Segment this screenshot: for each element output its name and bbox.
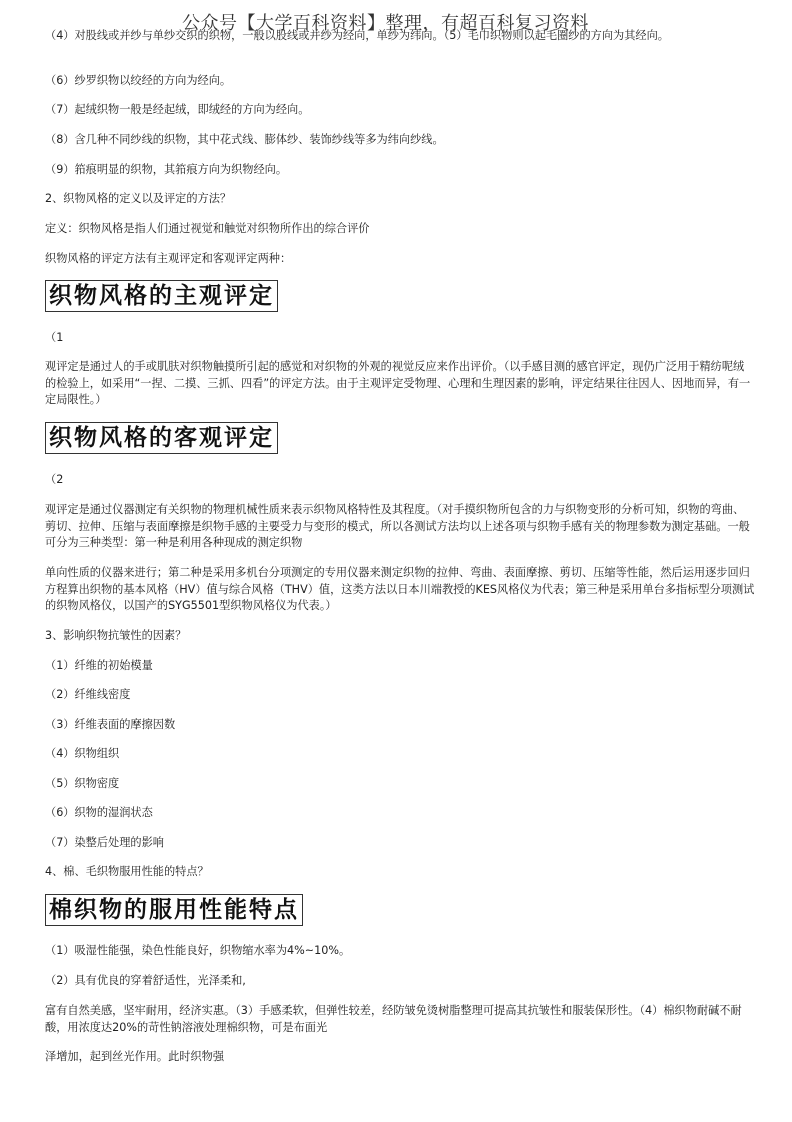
paragraph-fabric-direction-9: （9）筘痕明显的织物，其筘痕方向为织物经向。 <box>45 163 288 176</box>
wrinkle-factor-6: （6）织物的湿润状态 <box>45 806 153 819</box>
question-4-heading: 4、棉、毛织物服用性能的特点？ <box>45 865 209 878</box>
paragraph-objective-number: （2 <box>45 473 64 486</box>
paragraph-fabric-direction-6: （6）纱罗织物以绞经的方向为经向。 <box>45 74 232 87</box>
heading-cotton-properties: 棉织物的服用性能特点 <box>45 894 303 926</box>
cotton-property-1: （1）吸湿性能强，染色性能良好，织物缩水率为4%~10%。 <box>45 944 351 957</box>
cotton-property-3-4: 富有自然美感，坚牢耐用，经济实惠。（3）手感柔软，但弹性较差，经防皱免烫树脂整理可提高其抗皱性和服装保形性。（4）棉织物耐碱不耐酸，用浓度达20%的苛性钠溶液处理棉织物，可是布面光 <box>45 1004 742 1034</box>
paragraph-fabric-direction-4-5: （4）对股线或并纱与单纱交织的织物，一般以股线或并纱为经向，单纱为纬向。（5）毛巾织物则以起毛圈纱的方向为其经向。 <box>45 29 669 42</box>
paragraph-objective-methods: 单向性质的仪器来进行；第二种是采用多机台分项测定的专用仪器来测定织物的拉伸、弯曲、表面摩擦、剪切、压缩等性能，然后运用逐步回归方程算出织物的基本风格（HV）值与综合风格（THV）值，这类方法以日本川端教授的KES风格仪为代表；第三种是采用单台多指标型分项测试的织物风格仪，以国产的SYG5501型织物风格仪为代表。） <box>45 566 755 612</box>
wrinkle-factor-2: （2）纤维线密度 <box>45 688 131 701</box>
paragraph-fabric-direction-8: （8）含几种不同纱线的织物，其中花式线、膨体纱、装饰纱线等多为纬向纱线。 <box>45 133 444 146</box>
cotton-property-2: （2）具有优良的穿着舒适性，光泽柔和, <box>45 974 246 987</box>
cotton-property-continued: 泽增加，起到丝光作用。此时织物强 <box>45 1050 225 1063</box>
paragraph-style-definition: 定义：织物风格是指人们通过视觉和触觉对织物所作出的综合评价 <box>45 222 370 235</box>
heading-subjective-evaluation: 织物风格的主观评定 <box>45 280 278 312</box>
paragraph-evaluation-methods: 织物风格的评定方法有主观评定和客观评定两种： <box>45 252 292 265</box>
paragraph-subjective-number: （1 <box>45 331 64 344</box>
paragraph-fabric-direction-7: （7）起绒织物一般是经起绒，即绒经的方向为经向。 <box>45 103 310 116</box>
watermark: 公众号【大学百科资料】整理，有超百科复习资料 <box>182 13 589 34</box>
wrinkle-factor-5: （5）织物密度 <box>45 777 120 790</box>
question-3-heading: 3、影响织物抗皱性的因素？ <box>45 629 187 642</box>
wrinkle-factor-3: （3）纤维表面的摩擦因数 <box>45 718 176 731</box>
wrinkle-factor-4: （4）织物组织 <box>45 747 120 760</box>
paragraph-subjective-evaluation: 观评定是通过人的手或肌肤对织物触摸所引起的感觉和对织物的外观的视觉反应来作出评价。（以手感目测的感官评定，现仍广泛用于精纺呢绒的检验上，如采用“一捏、二摸、三抓、四看”的评定方法。由于主观评定受物理、心理和生理因素的影响，评定结果往往因人、因地而异，有一定局限性。） <box>45 360 751 406</box>
wrinkle-factor-1: （1）纤维的初始模量 <box>45 659 153 672</box>
heading-objective-evaluation: 织物风格的客观评定 <box>45 422 278 454</box>
wrinkle-factor-7: （7）染整后处理的影响 <box>45 836 164 849</box>
paragraph-objective-evaluation: 观评定是通过仪器测定有关织物的物理机械性质来表示织物风格特性及其程度。（对手摸织物所包含的力与织物变形的分析可知，织物的弯曲、剪切、拉伸、压缩与表面摩擦是织物手感的主要受力与变形的模式，所以各测试方法均以上述各项与织物手感有关的物理参数为测定基础。一般可分为三种类型：第一种是利用各种现成的测定织物 <box>45 503 750 549</box>
question-2-heading: 2、织物风格的定义以及评定的方法？ <box>45 192 232 205</box>
